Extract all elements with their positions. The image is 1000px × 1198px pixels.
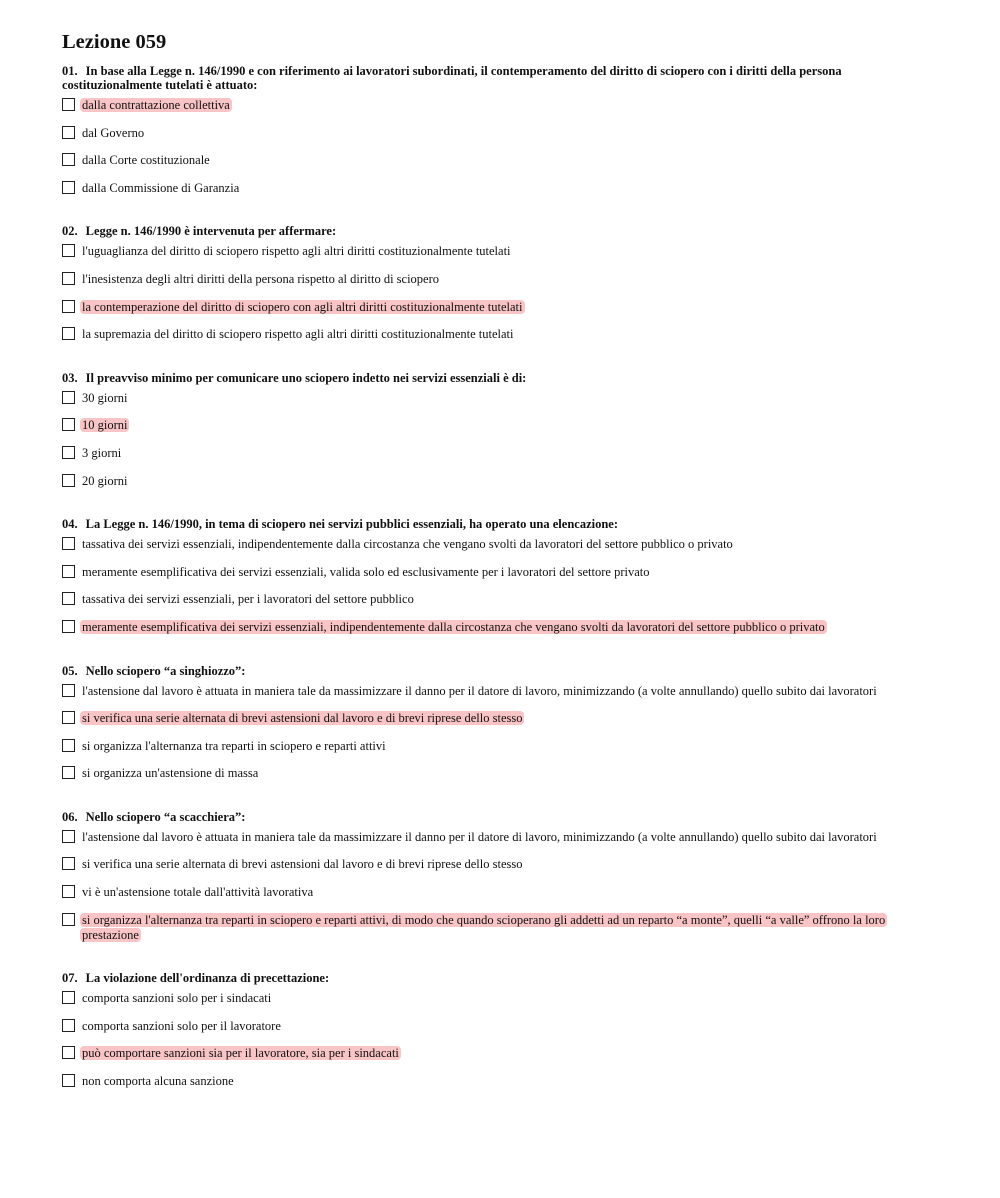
answer-option-correct[interactable] [62,1046,910,1061]
answer-checkbox[interactable] [62,418,75,431]
answer-option[interactable] [62,537,910,552]
answer-option[interactable] [62,327,910,342]
answer-list [62,830,1000,943]
answer-checkbox[interactable] [62,739,75,752]
answer-text: dal Governo [82,125,145,140]
answer-text: non comporta alcuna sanzione [82,1074,234,1089]
answer-text: dalla Corte costituzionale [82,153,210,168]
answer-text: comporta sanzioni solo per il lavoratore [82,1018,281,1033]
answer-text: la contemperazione del diritto di sciopero con agli altri diritti costituzionalmente tutelati [82,299,523,314]
question-spacer [62,501,1000,517]
answer-checkbox[interactable] [62,684,75,697]
answer-checkbox[interactable] [62,1074,75,1087]
answer-option-correct[interactable] [62,300,910,315]
question-number: 02. [62,224,78,239]
answer-text: 10 giorni [82,418,128,433]
answer-checkbox[interactable] [62,272,75,285]
answer-checkbox[interactable] [62,300,75,313]
answer-checkbox[interactable] [62,446,75,459]
answer-text: meramente esemplificativa dei servizi essenziali, valida solo ed esclusivamente per i lavoratori del settore privato [82,564,650,579]
question-prompt: In base alla Legge n. 146/1990 e con riferimento ai lavoratori subordinati, il contemperamento del diritto di sciopero con i diritti della persona costituzionalmente tutelati è attuato: [62,64,842,92]
question-text [62,371,882,385]
answer-text: l'astensione dal lavoro è attuata in maniera tale da massimizzare il danno per il datore di lavoro, minimizzando (a volte annullando) quello subito dai lavoratori [82,829,877,844]
answer-option-correct[interactable] [62,418,910,433]
answer-checkbox[interactable] [62,98,75,111]
answer-option[interactable] [62,181,910,196]
answer-text: dalla contrattazione collettiva [82,98,230,112]
answer-text: 30 giorni [82,390,128,405]
answer-text: 20 giorni [82,473,128,488]
answer-option[interactable] [62,684,910,699]
answer-option[interactable] [62,885,910,900]
answer-option-correct[interactable] [62,620,910,635]
answer-text: si verifica una serie alternata di brevi astensioni dal lavoro e di brevi riprese dello stesso [82,857,523,872]
answer-checkbox[interactable] [62,913,75,926]
answer-list [62,98,1000,196]
question-list [62,64,1000,1089]
answer-checkbox[interactable] [62,391,75,404]
question-6 [62,810,1000,943]
question-spacer [62,648,1000,664]
question-number: 01. [62,64,78,78]
answer-option[interactable] [62,126,910,141]
question-text [62,224,882,238]
answer-text: tassativa dei servizi essenziali, indipendentemente dalla circostanza che vengano svolti da lavoratori del settore pubblico o privato [82,537,733,552]
answer-option[interactable] [62,766,910,781]
answer-option-correct[interactable] [62,711,910,726]
question-text [62,517,882,531]
answer-option[interactable] [62,1074,910,1089]
question-prompt: Legge n. 146/1990 è intervenuta per affermare: [85,224,337,239]
question-spacer [62,955,1000,971]
question-prompt: Nello sciopero “a scacchiera”: [85,809,246,824]
answer-option-correct[interactable] [62,913,910,943]
answer-checkbox[interactable] [62,885,75,898]
question-text [62,64,882,92]
answer-checkbox[interactable] [62,1046,75,1059]
answer-checkbox[interactable] [62,537,75,550]
question-text [62,971,882,985]
answer-text: comporta sanzioni solo per i sindacati [82,991,272,1006]
answer-text: 3 giorni [82,445,122,460]
answer-checkbox[interactable] [62,711,75,724]
question-4 [62,517,1000,635]
answer-checkbox[interactable] [62,327,75,340]
answer-list [62,684,1000,782]
answer-list [62,991,1000,1089]
answer-checkbox[interactable] [62,991,75,1004]
answer-list [62,391,1000,489]
answer-checkbox[interactable] [62,592,75,605]
answer-option[interactable] [62,991,910,1006]
question-spacer [62,794,1000,810]
question-number: 07. [62,971,78,986]
answer-list [62,244,1000,342]
question-3 [62,371,1000,489]
question-text [62,810,882,824]
answer-text: tassativa dei servizi essenziali, per i lavoratori del settore pubblico [82,592,414,607]
answer-list [62,537,1000,635]
answer-option[interactable] [62,857,910,872]
answer-option[interactable] [62,830,910,845]
question-prompt: La violazione dell'ordinanza di precettazione: [85,971,330,986]
answer-option[interactable] [62,153,910,168]
question-prompt: La Legge n. 146/1990, in tema di sciopero nei servizi pubblici essenziali, ha operato una elencazione: [85,517,619,532]
answer-text: meramente esemplificativa dei servizi essenziali, indipendentemente dalla circostanza che vengano svolti da lavoratori del settore pubblico o privato [82,619,825,634]
answer-text: la supremazia del diritto di sciopero rispetto agli altri diritti costituzionalmente tutelati [82,327,514,342]
answer-option[interactable] [62,739,910,754]
answer-option[interactable] [62,272,910,287]
answer-text: può comportare sanzioni sia per il lavoratore, sia per i sindacati [82,1046,399,1061]
answer-checkbox[interactable] [62,126,75,139]
answer-option[interactable] [62,391,910,406]
answer-checkbox[interactable] [62,830,75,843]
question-number: 03. [62,370,78,385]
question-spacer [62,355,1000,371]
answer-option-correct[interactable] [62,98,910,113]
answer-text: si organizza l'alternanza tra reparti in sciopero e reparti attivi, di modo che quando scioperano gli addetti ad un reparto “a monte”, quelli “a valle” offrono la loro prestazione [82,912,886,942]
question-text [62,664,882,678]
lesson-title: Lezione 059 [62,31,167,53]
answer-text: dalla Commissione di Garanzia [82,180,240,195]
answer-checkbox[interactable] [62,1019,75,1032]
answer-text: l'inesistenza degli altri diritti della persona rispetto al diritto di sciopero [82,271,440,286]
question-number: 04. [62,517,78,532]
answer-text: vi è un'astensione totale dall'attività lavorativa [82,885,314,900]
question-number: 06. [62,809,78,824]
question-prompt: Nello sciopero “a singhiozzo”: [85,663,246,678]
answer-checkbox[interactable] [62,153,75,166]
answer-text: l'astensione dal lavoro è attuata in maniera tale da massimizzare il danno per il datore di lavoro, minimizzando (a volte annullando) quello subito dai lavoratori [82,683,877,698]
answer-text: l'uguaglianza del diritto di sciopero rispetto agli altri diritti costituzionalmente tutelati [82,244,511,259]
answer-text: si verifica una serie alternata di brevi astensioni dal lavoro e di brevi riprese dello stesso [82,711,523,726]
answer-option[interactable] [62,244,910,259]
question-number: 05. [62,663,78,678]
question-2 [62,224,1000,342]
answer-text: si organizza l'alternanza tra reparti in sciopero e reparti attivi [82,738,386,753]
answer-option[interactable] [62,474,910,489]
answer-checkbox[interactable] [62,474,75,487]
question-7 [62,971,1000,1089]
answer-text: si organizza un'astensione di massa [82,766,259,781]
question-1 [62,64,1000,196]
question-prompt: Il preavviso minimo per comunicare uno sciopero indetto nei servizi essenziali è di: [85,370,527,385]
answer-option[interactable] [62,565,910,580]
answer-checkbox[interactable] [62,181,75,194]
question-5 [62,664,1000,782]
answer-checkbox[interactable] [62,857,75,870]
answer-checkbox[interactable] [62,565,75,578]
answer-checkbox[interactable] [62,766,75,779]
answer-checkbox[interactable] [62,244,75,257]
question-spacer [62,208,1000,224]
answer-checkbox[interactable] [62,620,75,633]
answer-option[interactable] [62,592,910,607]
answer-option[interactable] [62,446,910,461]
answer-option[interactable] [62,1019,910,1034]
